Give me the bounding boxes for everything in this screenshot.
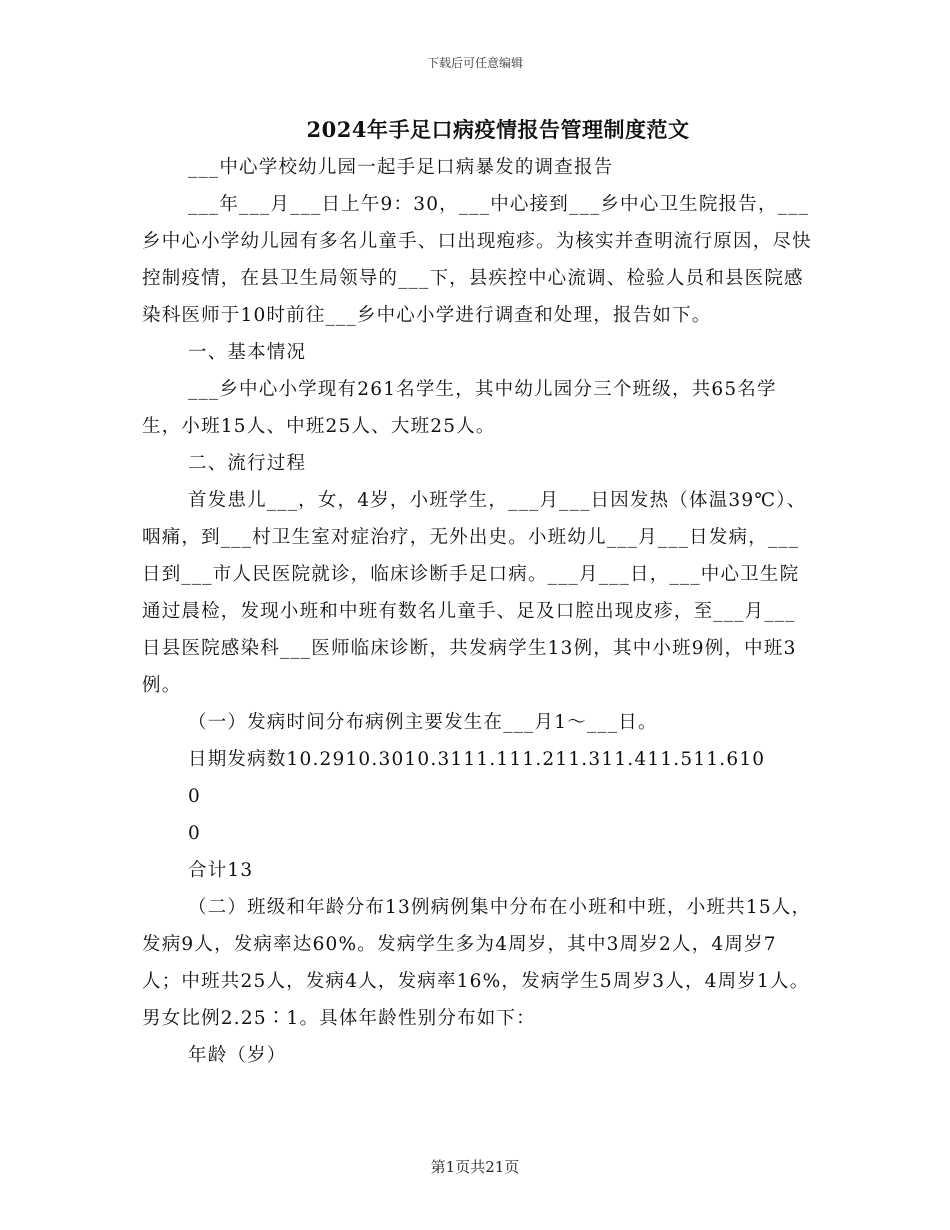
date-cases-line: 日期发病数10.2910.3010.3111.111.211.311.411.511.610 [188, 749, 766, 770]
document-title: 2024年手足口病疫情报告管理制度范文 [306, 117, 690, 142]
report-heading: ___中心学校幼儿园一起手足口病暴发的调查报告 [188, 157, 614, 178]
intro-paragraph: ___年___月___日上午9：30，___中心接到___乡中心卫生院报告，___乡中心小学幼儿园有多名儿童手、口出现疱疹。为核实并查明流行原因，尽快控制疫情，在县卫生局领导的___下，县疾控中心流调、检验人员和县医院感染科医师于10时前往___乡中心小学进行调查和处理，报告如下。 [142, 194, 812, 326]
total-line: 合计13 [188, 860, 254, 881]
document-body [142, 149, 814, 1074]
class-age-paragraph: （二）班级和年龄分布13例病例集中分布在小班和中班，小班共15人，发病9人，发病率达60%。发病学生多为4周岁，其中3周岁2人，4周岁7人；中班共25人，发病4人，发病率16%，发病学生5周岁3人，4周岁1人。男女比例2.25∶1。具体年龄性别分布如下： [142, 897, 812, 1029]
age-label-line: 年龄（岁） [188, 1045, 287, 1066]
zero-line: 0 [188, 786, 201, 807]
process-paragraph: 首发患儿___，女，4岁，小班学生，___月___日因发热（体温39℃）、咽痛，到___村卫生室对症治疗，无外出史。小班幼儿___月___日发病，___日到___市人民医院就诊，临床诊断手足口病。___月___日，___中心卫生院通过晨检，发现小班和中班有数名儿童手、足及口腔出现皮疹，至___月___日县医院感染科___医师临床诊断，共发病学生13例，其中小班9例，中班3例。 [142, 490, 807, 696]
section-heading-basic: 一、基本情况 [188, 342, 307, 363]
time-distribution-paragraph: （一）发病时间分布病例主要发生在___月1～___日。 [188, 712, 658, 733]
page-footer: 第1页共21页 [430, 1158, 520, 1176]
section-heading-process: 二、流行过程 [188, 453, 307, 474]
zero-line: 0 [188, 823, 201, 844]
basic-info-paragraph: ___乡中心小学现有261名学生，其中幼儿园分三个班级，共65名学生，小班15人、中班25人、大班25人。 [142, 379, 777, 437]
page-header: 下载后可任意编辑 [426, 56, 523, 70]
